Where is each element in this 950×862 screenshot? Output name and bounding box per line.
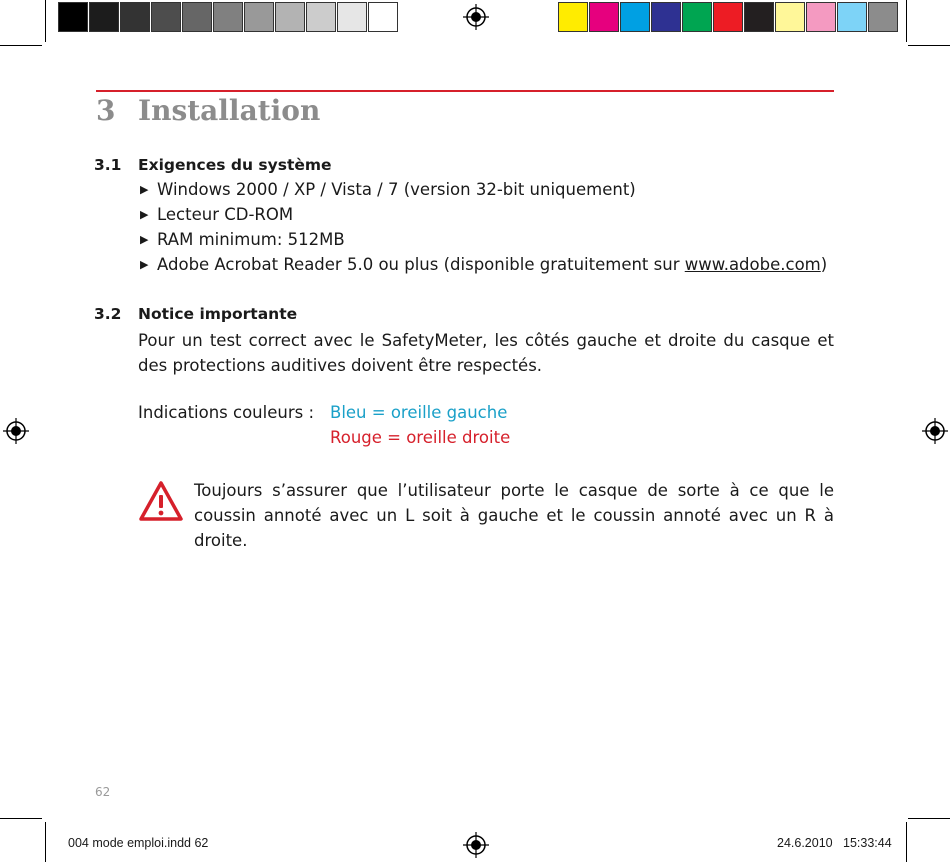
color-swatch [775, 2, 805, 32]
colors-label: Indications couleurs : [138, 403, 315, 422]
page-number: 62 [95, 785, 111, 799]
crop-mark [0, 818, 42, 819]
crop-mark [0, 45, 42, 46]
crop-mark [908, 45, 950, 46]
slug-filename: 004 mode emploi.indd 62 [68, 836, 209, 850]
blue-left-ear-text: Bleu = oreille gauche [330, 403, 508, 422]
section-title: Notice importante [138, 305, 298, 323]
color-swatch [120, 2, 150, 32]
registration-mark-icon [922, 418, 948, 444]
color-swatch [868, 2, 898, 32]
color-swatch [713, 2, 743, 32]
red-right-ear-text: Rouge = oreille droite [330, 428, 511, 447]
color-swatch [151, 2, 181, 32]
notice-paragraph: Pour un test correct avec le SafetyMeter, les côtés gauche et droite du casque et des protections auditives doivent être respectés. [138, 331, 834, 375]
color-swatch [651, 2, 681, 32]
color-swatch [837, 2, 867, 32]
chapter-heading [96, 94, 320, 127]
triangle-bullet-icon: ▶ [140, 183, 149, 196]
list-item: ▶ Adobe Acrobat Reader 5.0 ou plus (disponible gratuitement sur www.adobe.com) [140, 255, 828, 274]
chapter-title: Installation [138, 94, 321, 127]
crop-mark [906, 0, 907, 42]
grayscale-color-bar [58, 2, 399, 32]
triangle-bullet-icon: ▶ [140, 258, 149, 271]
crop-mark [908, 818, 950, 819]
color-swatch [620, 2, 650, 32]
chapter-number: 3 [96, 94, 116, 127]
color-swatch [213, 2, 243, 32]
color-swatch [806, 2, 836, 32]
color-swatch [589, 2, 619, 32]
list-item: ▶ RAM minimum: 512MB [140, 230, 345, 249]
slug-timestamp: 24.6.2010 15:33:44 [777, 836, 892, 850]
color-swatch [182, 2, 212, 32]
registration-mark-icon [3, 418, 29, 444]
color-swatch [244, 2, 274, 32]
registration-mark-icon [463, 4, 489, 30]
crop-mark [906, 822, 907, 862]
color-swatch [58, 2, 88, 32]
color-swatch [368, 2, 398, 32]
section-number: 3.1 [94, 156, 122, 174]
color-swatch [337, 2, 367, 32]
section-title: Exigences du système [138, 156, 332, 174]
section-number: 3.2 [94, 305, 122, 323]
color-swatch [558, 2, 588, 32]
heading-rule [96, 90, 834, 92]
process-color-bar [558, 2, 899, 32]
color-swatch [744, 2, 774, 32]
adobe-link[interactable]: www.adobe.com [684, 255, 821, 274]
list-item: ▶ Lecteur CD-ROM [140, 205, 294, 224]
color-swatch [306, 2, 336, 32]
registration-mark-icon [463, 832, 489, 858]
warning-icon [138, 480, 184, 522]
color-swatch [275, 2, 305, 32]
color-swatch [682, 2, 712, 32]
triangle-bullet-icon: ▶ [140, 208, 149, 221]
color-swatch [89, 2, 119, 32]
triangle-bullet-icon: ▶ [140, 233, 149, 246]
crop-mark [45, 0, 46, 42]
crop-mark [45, 822, 46, 862]
warning-text: Toujours s’assurer que l’utilisateur porte le casque de sorte à ce que le coussin annoté avec un L soit à gauche et le coussin annoté avec un R à droite. [194, 481, 834, 550]
list-item: ▶ Windows 2000 / XP / Vista / 7 (version 32-bit uniquement) [140, 180, 636, 199]
